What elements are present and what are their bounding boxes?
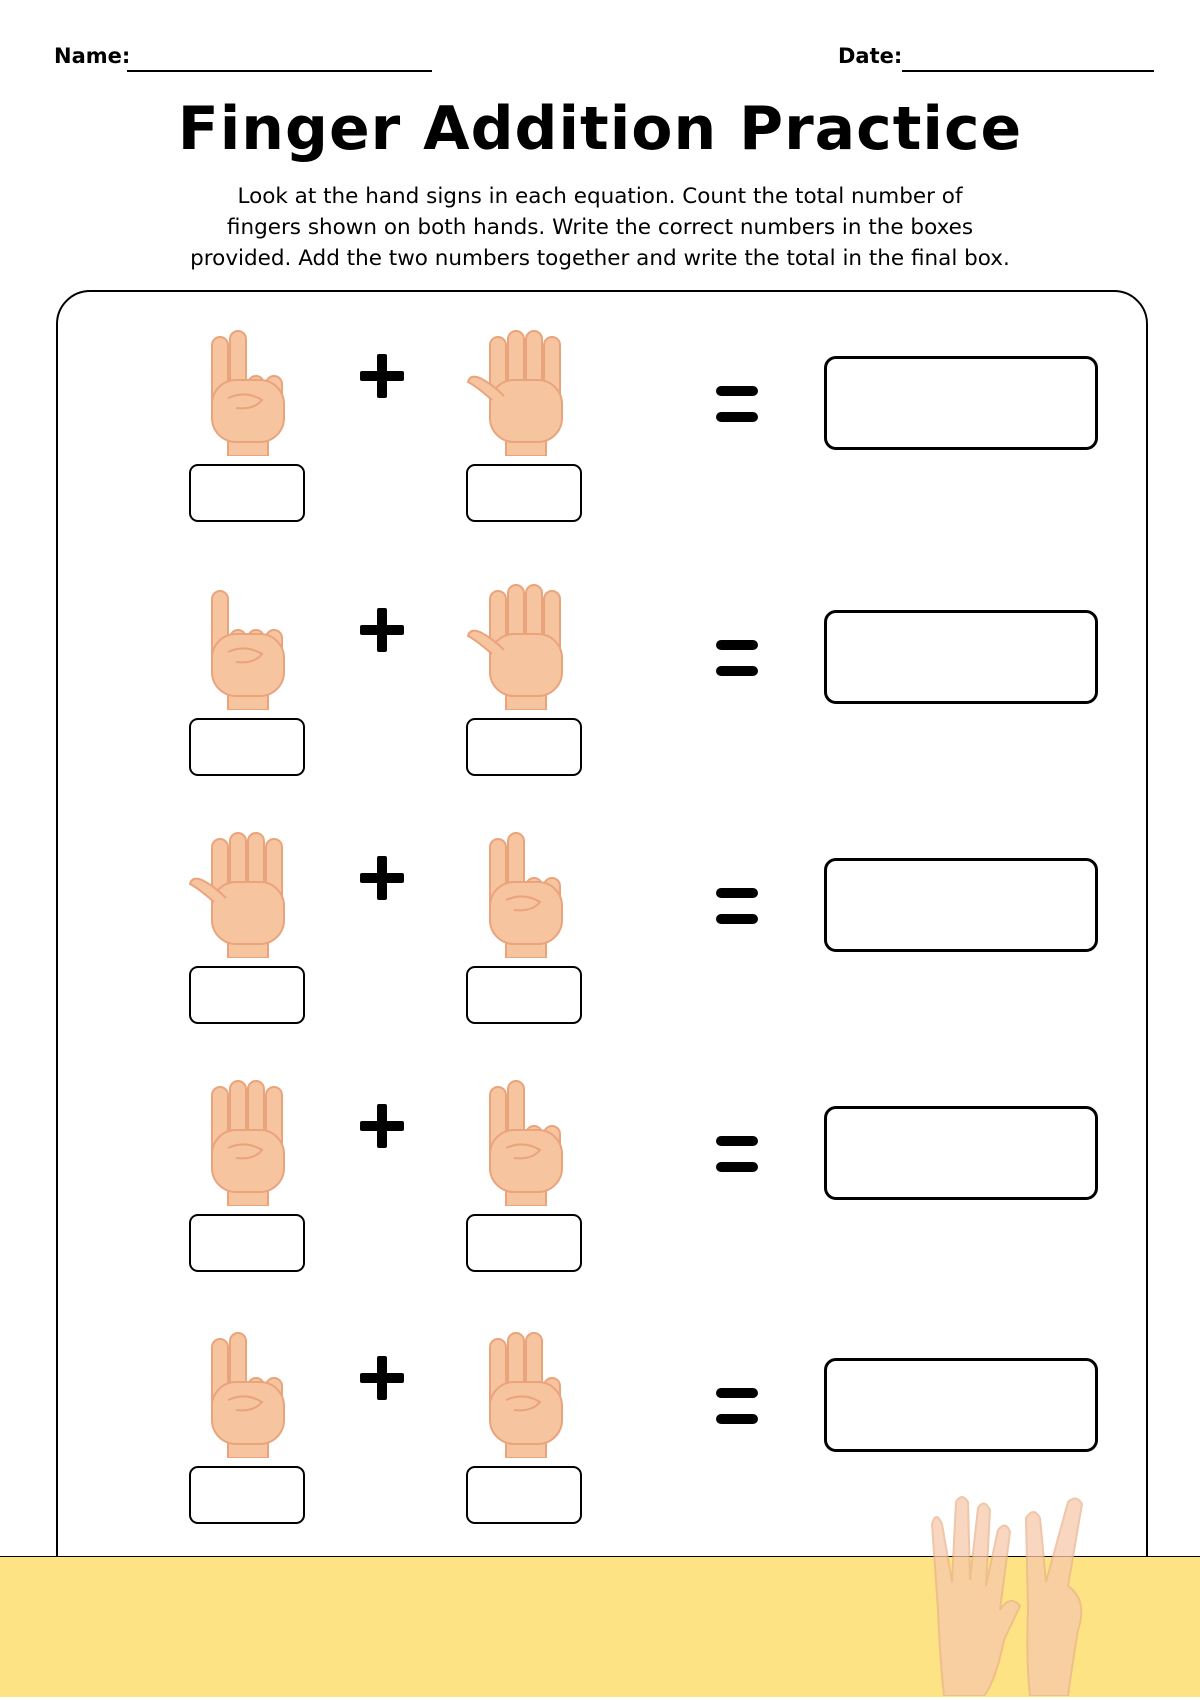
first-number-box[interactable] <box>189 966 305 1024</box>
hand-5-fingers-icon <box>188 818 308 958</box>
first-number-box[interactable] <box>189 718 305 776</box>
hand-1-fingers-icon <box>188 570 308 710</box>
instruction-line: fingers shown on both hands. Write the correct numbers in the boxes <box>226 215 974 240</box>
name-field[interactable] <box>54 44 130 68</box>
hand-2-fingers-icon <box>466 1066 586 1206</box>
name-line[interactable] <box>127 70 432 72</box>
hand-4-fingers-icon <box>188 1066 308 1206</box>
equals-icon <box>714 632 760 684</box>
hand-5-fingers-icon <box>466 570 586 710</box>
header <box>0 44 1200 84</box>
problem-row <box>0 818 1200 1038</box>
hand-2-fingers-icon <box>188 1318 308 1458</box>
hand-3-fingers-icon <box>466 1318 586 1458</box>
hand-5-fingers-icon <box>466 316 586 456</box>
total-answer-box[interactable] <box>824 610 1098 704</box>
first-number-box[interactable] <box>189 464 305 522</box>
instruction-line: Look at the hand signs in each equation. Count the total number of <box>237 184 963 209</box>
plus-icon <box>356 604 408 656</box>
total-answer-box[interactable] <box>824 1358 1098 1452</box>
total-answer-box[interactable] <box>824 1106 1098 1200</box>
hand-2-fingers-icon <box>188 316 308 456</box>
equals-icon <box>714 1380 760 1432</box>
problem-row <box>0 316 1200 536</box>
second-number-box[interactable] <box>466 966 582 1024</box>
problem-row <box>0 1066 1200 1286</box>
plus-icon <box>356 1352 408 1404</box>
name-label: Name: <box>54 44 131 68</box>
instructions <box>120 181 1080 274</box>
date-label: Date: <box>838 44 903 68</box>
equals-icon <box>714 378 760 430</box>
total-answer-box[interactable] <box>824 858 1098 952</box>
plus-icon <box>356 852 408 904</box>
second-number-box[interactable] <box>466 1214 582 1272</box>
equals-icon <box>714 1128 760 1180</box>
total-answer-box[interactable] <box>824 356 1098 450</box>
plus-icon <box>356 350 408 402</box>
first-number-box[interactable] <box>189 1214 305 1272</box>
equals-icon <box>714 880 760 932</box>
hand-2-fingers-icon <box>466 818 586 958</box>
first-number-box[interactable] <box>189 1466 305 1524</box>
second-number-box[interactable] <box>466 464 582 522</box>
footer-hands-icon <box>918 1490 1108 1696</box>
problem-row <box>0 570 1200 790</box>
date-line[interactable] <box>902 70 1154 72</box>
second-number-box[interactable] <box>466 718 582 776</box>
second-number-box[interactable] <box>466 1466 582 1524</box>
instruction-line: provided. Add the two numbers together and write the total in the final box. <box>190 246 1010 271</box>
plus-icon <box>356 1100 408 1152</box>
page-title: Finger Addition Practice <box>177 94 1023 164</box>
date-field[interactable] <box>838 44 902 68</box>
